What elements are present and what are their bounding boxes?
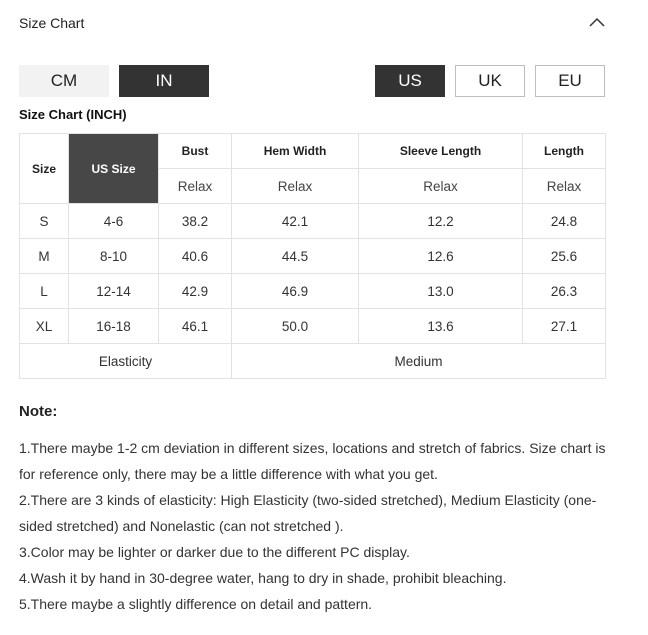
cell-bust: 38.2 [159, 204, 232, 239]
cell-length: 27.1 [523, 309, 606, 344]
cell-bust: 40.6 [159, 239, 232, 274]
notes-list [19, 435, 609, 617]
region-uk-button[interactable]: UK [455, 65, 525, 97]
cell-us-size: 4-6 [69, 204, 159, 239]
cell-sleeve-length: 13.6 [359, 309, 523, 344]
cell-sleeve-length: 12.2 [359, 204, 523, 239]
header-length: Length [523, 134, 606, 169]
cell-length: 26.3 [523, 274, 606, 309]
subheader-length: Relax [523, 169, 606, 204]
chevron-up-icon[interactable] [589, 16, 605, 28]
subheader-bust: Relax [159, 169, 232, 204]
cell-us-size: 16-18 [69, 309, 159, 344]
cell-size: XL [20, 309, 69, 344]
header-sleeve-length: Sleeve Length [359, 134, 523, 169]
size-table [19, 133, 606, 379]
table-row [20, 309, 606, 344]
cell-size: S [20, 204, 69, 239]
table-header-row [20, 134, 606, 169]
note-item: 2.There are 3 kinds of elasticity: High Elasticity (two-sided stretched), Medium Elasticity (one-sided stretched) and Nonelastic (can not stretched ). [19, 492, 597, 534]
elasticity-row [20, 344, 606, 379]
elasticity-label: Elasticity [20, 344, 232, 379]
region-us-button[interactable]: US [375, 65, 445, 97]
unit-in-button[interactable]: IN [119, 65, 209, 97]
table-row [20, 274, 606, 309]
subheader-sleeve-length: Relax [359, 169, 523, 204]
cell-sleeve-length: 13.0 [359, 274, 523, 309]
cell-sleeve-length: 12.6 [359, 239, 523, 274]
unit-cm-button[interactable]: CM [19, 65, 109, 97]
note-item: 5.There maybe a slightly difference on detail and pattern. [19, 596, 373, 612]
cell-us-size: 8-10 [69, 239, 159, 274]
note-title: Note: [19, 403, 58, 420]
cell-size: M [20, 239, 69, 274]
cell-us-size: 12-14 [69, 274, 159, 309]
note-item: 1.There maybe 1-2 cm deviation in different sizes, locations and stretch of fabrics. Size chart is for reference only, there may be a little difference with what you get. [19, 440, 606, 482]
cell-hem-width: 50.0 [232, 309, 359, 344]
cell-hem-width: 44.5 [232, 239, 359, 274]
note-item: 3.Color may be lighter or darker due to the different PC display. [19, 544, 410, 560]
note-item: 4.Wash it by hand in 30-degree water, hang to dry in shade, prohibit bleaching. [19, 570, 507, 586]
header-bust: Bust [159, 134, 232, 169]
region-eu-button[interactable]: EU [535, 65, 605, 97]
elasticity-value: Medium [232, 344, 606, 379]
size-chart-header[interactable] [19, 14, 609, 34]
size-chart-subtitle: Size Chart (INCH) [19, 107, 127, 122]
cell-bust: 46.1 [159, 309, 232, 344]
size-chart-title: Size Chart [19, 15, 85, 31]
table-row [20, 204, 606, 239]
cell-size: L [20, 274, 69, 309]
header-hem-width: Hem Width [232, 134, 359, 169]
cell-bust: 42.9 [159, 274, 232, 309]
cell-length: 24.8 [523, 204, 606, 239]
subheader-hem-width: Relax [232, 169, 359, 204]
table-row [20, 239, 606, 274]
header-size: Size [20, 134, 69, 204]
cell-length: 25.6 [523, 239, 606, 274]
header-us-size: US Size [69, 134, 159, 204]
cell-hem-width: 46.9 [232, 274, 359, 309]
cell-hem-width: 42.1 [232, 204, 359, 239]
